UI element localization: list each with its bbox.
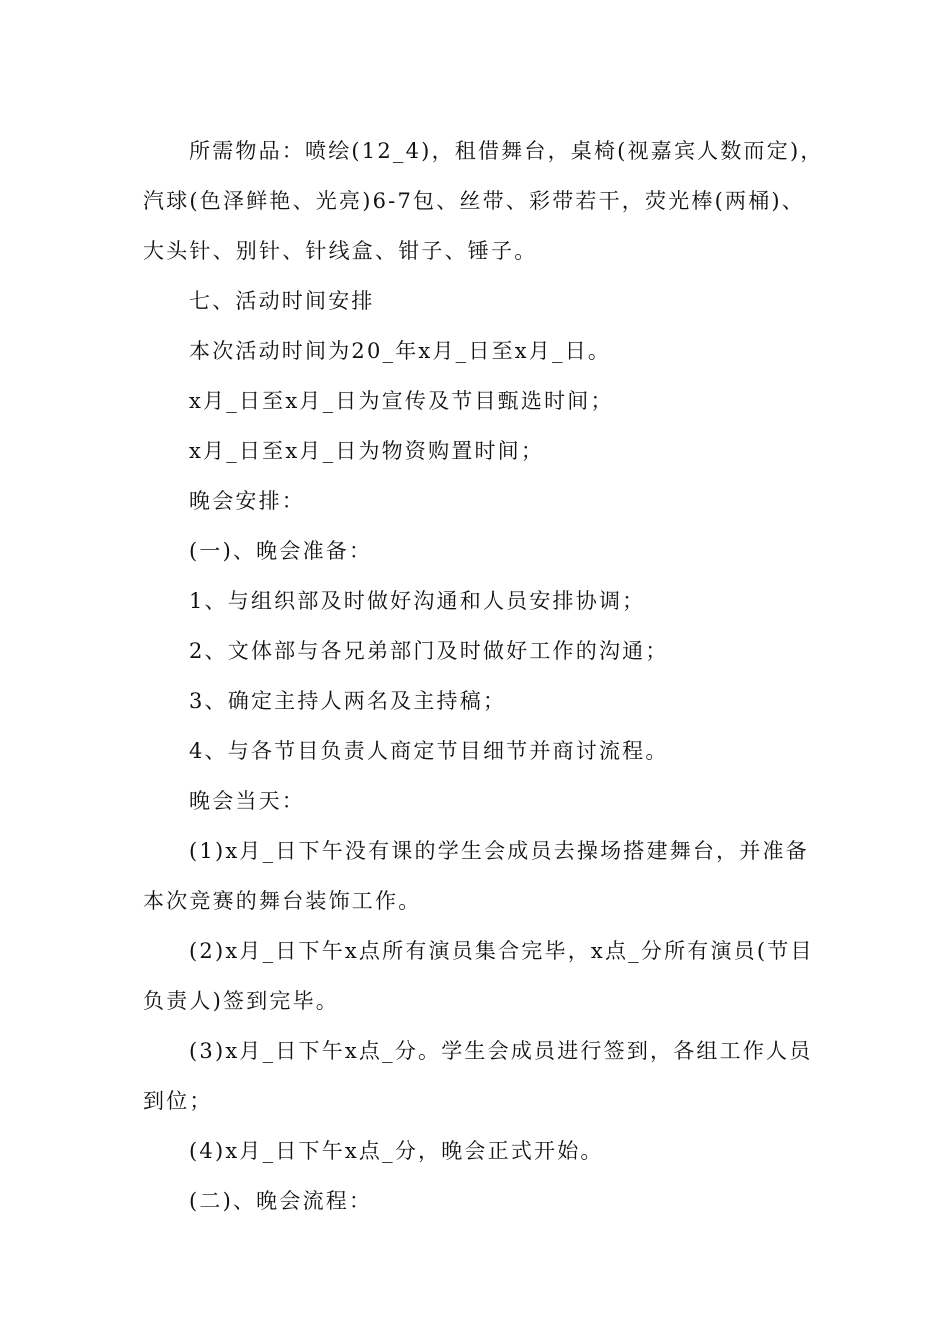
paragraph-line: 晚会当天： — [189, 789, 305, 813]
paragraph-line: 汽球(色泽鲜艳、光亮)6-7包、丝带、彩带若干，荧光棒(两桶)、 — [143, 189, 805, 213]
subsection-heading: (一)、晚会准备： — [189, 539, 373, 563]
paragraph-line: 本次活动时间为20_年x月_日至x月_日。 — [189, 339, 612, 363]
list-item: 1、与组织部及时做好沟通和人员安排协调； — [189, 589, 646, 613]
subsection-heading: (二)、晚会流程： — [189, 1189, 373, 1213]
section-heading: 七、活动时间安排 — [189, 289, 375, 313]
list-item: (1)x月_日下午没有课的学生会成员去操场搭建舞台，并准备 — [189, 839, 809, 863]
list-item: 3、确定主持人两名及主持稿； — [189, 689, 507, 713]
paragraph-line: x月_日至x月_日为物资购置时间； — [189, 439, 545, 463]
paragraph-line: x月_日至x月_日为宣传及节目甄选时间； — [189, 389, 614, 413]
paragraph-line: 大头针、别针、针线盒、钳子、锤子。 — [143, 239, 538, 263]
paragraph-line: 到位； — [143, 1089, 213, 1113]
list-item: (2)x月_日下午x点所有演员集合完毕，x点_分所有演员(节目 — [189, 939, 814, 963]
list-item: 2、文体部与各兄弟部门及时做好工作的沟通； — [189, 639, 669, 663]
list-item: (4)x月_日下午x点_分，晚会正式开始。 — [189, 1139, 604, 1163]
paragraph-line: 本次竞赛的舞台装饰工作。 — [143, 889, 422, 913]
paragraph-line: 所需物品：喷绘(12_4)，租借舞台，桌椅(视嘉宾人数而定)， — [189, 139, 824, 163]
list-item: (3)x月_日下午x点_分。学生会成员进行签到，各组工作人员 — [189, 1039, 813, 1063]
list-item: 4、与各节目负责人商定节目细节并商讨流程。 — [189, 739, 669, 763]
paragraph-line: 晚会安排： — [189, 489, 305, 513]
paragraph-line: 负责人)签到完毕。 — [143, 989, 339, 1013]
